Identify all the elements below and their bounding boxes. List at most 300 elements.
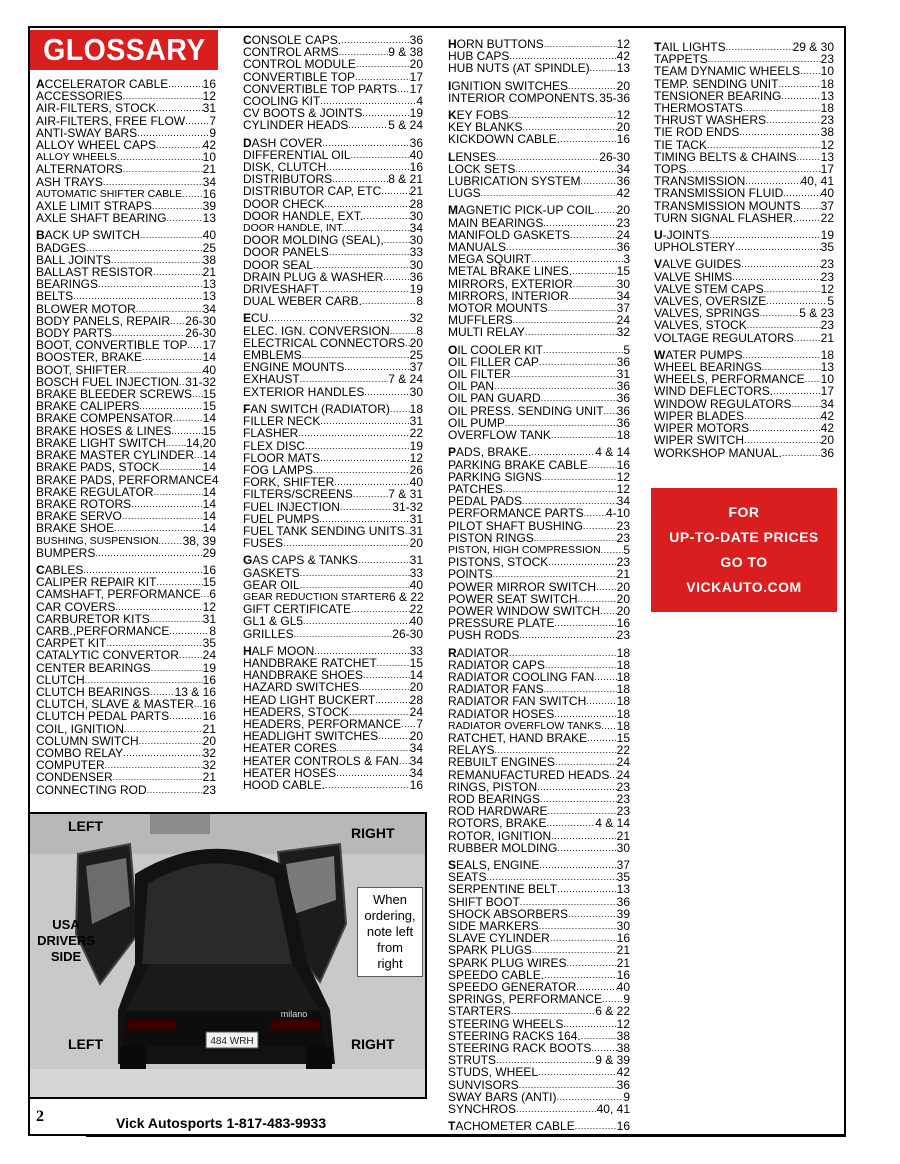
entry-label: SLAVE CYLINDER [448, 931, 550, 946]
entry-page: 22 [820, 210, 834, 225]
glossary-entry [243, 694, 423, 706]
entry-label: HAZARD SWITCHES [243, 680, 360, 695]
entry-label: DIFFERENTIAL OIL [243, 147, 351, 162]
glossary-entry [36, 472, 219, 487]
entry-page: 14 [202, 448, 216, 463]
entry-label: BODY PANELS, REPAIR [36, 313, 171, 328]
entry-page: 24 [616, 767, 630, 782]
entry-label: ELECTRICAL CONNECTORS [243, 335, 406, 350]
entry-page: 21 [202, 162, 216, 177]
entry-label: WIPER SWITCH [654, 433, 744, 448]
entry-page: 42 [820, 421, 834, 436]
entry-page: 40, 41 [596, 1102, 630, 1117]
dot-leader [554, 708, 616, 720]
entry-label: CONSOLE CAPS. [243, 33, 342, 47]
glossary-entry [448, 695, 630, 707]
entry-label: POWER MIRROR SWITCH [448, 579, 596, 594]
entry-page: 26-30 [599, 149, 630, 164]
entry-label: BRAKE LIGHT SWITCH [36, 435, 166, 450]
dot-leader [156, 102, 202, 114]
entry-label: TRANSMISSION MOUNTS [654, 198, 801, 213]
glossary-entry [243, 554, 423, 566]
entry-page: 20 [616, 579, 630, 594]
entry-page: 6 & 22 [595, 1004, 630, 1019]
dot-leader [375, 694, 409, 706]
entry-page: 36 [616, 391, 630, 406]
glossary-entry [448, 507, 630, 519]
glossary-entry [654, 126, 834, 138]
glossary-entry [36, 351, 216, 363]
entry-page: 34 [409, 753, 423, 768]
glossary-entry [448, 532, 630, 544]
glossary-entry [448, 204, 630, 216]
entry-label: DISTRIBUTOR CAP, ETC [243, 184, 382, 199]
entry-label: RINGS, PISTON [448, 779, 538, 794]
entry-page: 23 [616, 779, 630, 794]
entry-label: DISTRIBUTORS [243, 172, 333, 187]
entry-page: 34 [616, 161, 630, 176]
dot-leader [300, 373, 389, 385]
dot-leader [601, 720, 616, 732]
entry-page: 23 [820, 113, 834, 128]
dot-leader [355, 71, 410, 83]
glossary-entry [36, 662, 216, 674]
entry-label: HALF MOON [243, 643, 315, 658]
entry-page: 13 [202, 289, 216, 304]
dot-leader [169, 710, 202, 722]
dot-leader [509, 647, 617, 659]
entry-label: FLASHER [243, 426, 299, 441]
glossary-entry [448, 1018, 630, 1030]
glossary-entry [243, 198, 423, 210]
entry-page: 35 [202, 636, 216, 651]
glossary-entry [448, 842, 630, 854]
entry-page: 16 [616, 1119, 630, 1134]
entry-label: BRAKE REGULATOR [36, 484, 154, 499]
entry-label: WIPER BLADES [654, 408, 745, 423]
entry-page: 17 [820, 384, 834, 399]
glossary-entry [243, 312, 423, 324]
entry-page: 34 [202, 174, 216, 189]
entry-page: 24 [616, 755, 630, 770]
dot-leader [95, 547, 202, 559]
dot-leader [298, 427, 409, 439]
glossary-entry [36, 522, 216, 534]
dot-leader [566, 957, 616, 969]
entry-label: BRAKE CALIPERS [36, 399, 140, 414]
entry-page: 23 [820, 318, 834, 333]
entry-label: CAR COVERS [36, 599, 116, 614]
entry-label: WHEELS, PERFORMANCE [654, 372, 805, 387]
entry-page: 19 [202, 660, 216, 675]
dot-leader [378, 730, 410, 742]
entry-page: 40 [409, 147, 423, 162]
entry-label: OIL COOLER KIT [448, 342, 543, 357]
dot-leader [588, 459, 617, 471]
entry-label: TRANSMISSION [654, 174, 746, 189]
entry-page: 31 [202, 611, 216, 626]
glossary-entry [36, 601, 216, 613]
dot-leader [153, 266, 203, 278]
entry-page: 36 [616, 894, 630, 909]
entry-page: 23 [616, 530, 630, 545]
entry-page: 29 [202, 545, 216, 560]
entry-page: 30 [409, 233, 423, 248]
entry-label: AIR-FILTERS, STOCK [36, 101, 157, 116]
entry-page: 20 [616, 203, 630, 218]
entry-label: MULTI RELAY [448, 325, 525, 340]
dot-leader [735, 241, 821, 253]
entry-label: PATCHES [448, 481, 503, 496]
entry-label: CV BOOTS & JOINTS [243, 106, 363, 121]
page-number: 2 [36, 1108, 44, 1125]
glossary-entry [36, 290, 216, 302]
entry-label: ACCESSORIES [36, 89, 123, 104]
entry-page: 12 [616, 1016, 630, 1031]
entry-page: 34 [409, 741, 423, 756]
glossary-entry [654, 200, 834, 212]
dot-leader [550, 932, 617, 944]
entry-page: 35 [616, 870, 630, 885]
entry-page: 36 [409, 33, 423, 47]
entry-label: EXTERIOR HANDLES [243, 384, 365, 399]
entry-page: 13 [616, 882, 630, 897]
entry-label: TOPS [654, 162, 687, 177]
dot-leader [590, 62, 617, 74]
entry-label: CONNECTING ROD [36, 782, 147, 797]
entry-label: SWAY BARS (ANTI) [448, 1089, 557, 1104]
entry-label: ALLOY WHEEL CAPS [36, 138, 157, 153]
dot-leader [520, 896, 617, 908]
entry-label: EXHAUST [243, 372, 300, 387]
entry-page: 25 [409, 348, 423, 363]
dot-leader [305, 440, 410, 452]
dot-leader [583, 520, 617, 532]
entry-page: 20 [616, 591, 630, 606]
entry-label: U-JOINTS [654, 228, 710, 243]
dot-leader [358, 554, 410, 566]
dot-leader [300, 567, 410, 579]
glossary-entry [448, 1120, 630, 1132]
entry-page: 14 [202, 509, 216, 524]
label-left-top: LEFT [68, 818, 103, 834]
entry-label: HANDBRAKE RATCHET [243, 655, 377, 670]
entry-label: BEARINGS [36, 277, 99, 292]
entry-page: 20 [202, 733, 216, 748]
entry-page: 16 [409, 160, 423, 175]
dot-leader [782, 447, 821, 459]
entry-page: 15 [202, 387, 216, 402]
dot-leader [481, 187, 617, 199]
dot-leader [322, 137, 409, 149]
dot-leader [397, 83, 410, 95]
dot-leader [594, 671, 616, 683]
entry-page: 7 & 24 [388, 372, 423, 387]
entry-label: GL1 & GL5 [243, 614, 304, 629]
glossary-entry [243, 295, 423, 307]
entry-page: 12 [202, 89, 216, 104]
entry-label: STEERING RACKS 164. [448, 1028, 581, 1043]
dot-leader [569, 290, 617, 302]
entry-label: PISTON RINGS [448, 530, 534, 545]
entry-page: 16 [409, 777, 423, 792]
glossary-entry [36, 139, 216, 151]
entry-label: BOOSTER, BRAKE [36, 350, 143, 365]
entry-label: SPARK PLUG WIRES [448, 955, 567, 970]
dot-leader [707, 139, 821, 151]
dot-leader [609, 769, 616, 781]
entry-page: 21 [616, 567, 630, 582]
entry-label: WORKSHOP MANUAL. [654, 445, 782, 460]
glossary-entry [448, 446, 630, 458]
entry-label: ELEC. IGN. CONVERSION [243, 323, 390, 338]
glossary-entry [448, 629, 630, 641]
dot-leader [122, 510, 203, 522]
entry-label: CATALYTIC CONVERTOR [36, 648, 179, 663]
dot-leader [744, 434, 821, 446]
entry-label: LUBRICATION SYSTEM [448, 174, 581, 189]
entry-label: WHEEL BEARINGS [654, 360, 762, 375]
glossary-entry [36, 102, 216, 114]
entry-page: 21 [820, 330, 834, 345]
entry-page: 36 [616, 240, 630, 255]
entry-page: 30 [616, 840, 630, 855]
entry-label: CONTROL ARMS [243, 45, 339, 60]
model-badge: milano [280, 1009, 308, 1019]
entry-page: 18 [820, 347, 834, 362]
entry-page: 36 [616, 1077, 630, 1092]
entry-label: LENSES [448, 149, 497, 164]
dot-leader [563, 1018, 616, 1030]
entry-page: 18 [616, 694, 630, 709]
entry-page: 14,20 [185, 435, 216, 450]
glossary-entry [448, 392, 630, 404]
glossary-column-2 [243, 34, 423, 791]
entry-label: LUGS [448, 186, 481, 201]
entry-label: WATER PUMPS [654, 347, 743, 362]
glossary-entry [36, 163, 216, 175]
entry-label: DASH COVER [243, 135, 323, 150]
entry-label: CYLINDER HEADS [243, 118, 349, 133]
entry-page: 30 [616, 919, 630, 934]
entry-label: HEAD LIGHT BUCKERT [243, 692, 376, 707]
dot-leader [796, 212, 820, 224]
entry-page: 37 [616, 301, 630, 316]
entry-page: 36 [616, 174, 630, 189]
dot-leader [348, 119, 388, 131]
dot-leader [519, 629, 616, 641]
entry-page: 8 [416, 323, 423, 338]
dot-leader [516, 1103, 597, 1115]
dot-leader [493, 568, 617, 580]
entry-page: 15 [616, 264, 630, 279]
entry-page: 23 [616, 628, 630, 643]
promo-line: GO TO [720, 554, 768, 570]
entry-label: THRUST WASHERS [654, 113, 767, 128]
entry-page: 15 [616, 730, 630, 745]
entry-page: 32 [616, 325, 630, 340]
glossary-entry [448, 217, 630, 229]
glossary-column-1 [36, 77, 219, 797]
entry-page: 20 [409, 680, 423, 695]
glossary-entry [243, 71, 423, 83]
entry-page: 14 [202, 521, 216, 536]
dot-leader [600, 605, 617, 617]
entry-label: ANTI-SWAY BARS [36, 125, 138, 140]
entry-page: 16 [202, 562, 216, 577]
entry-page: 13 & 16 [174, 684, 216, 699]
entry-label: COMBO RELAY [36, 745, 124, 760]
entry-label: DRAIN PLUG & WASHER [243, 269, 384, 284]
entry-label: STARTERS [448, 1004, 511, 1019]
entry-label: BRAKE MASTER CYLINDER [36, 448, 195, 463]
entry-label: ALTERNATORS [36, 162, 123, 177]
entry-page: 36 [820, 445, 834, 460]
entry-label: ASH TRAYS [36, 174, 103, 189]
entry-label: TIE ROD ENDS [654, 125, 740, 140]
entry-label: FORK, SHIFTER [243, 475, 335, 490]
entry-label: RUBBER MOLDING [448, 840, 558, 855]
entry-label: RADIATOR COOLING FAN [448, 669, 595, 684]
entry-page: 16 [202, 697, 216, 712]
entry-label: SPEEDO GENERATOR [448, 980, 577, 995]
entry-page: 33 [409, 565, 423, 580]
entry-page: 31-32 [392, 499, 423, 514]
entry-page: 16 [616, 616, 630, 631]
dot-leader [168, 78, 202, 90]
entry-label: RADIATOR FAN SWITCH [448, 694, 587, 709]
entry-page: 5 [623, 342, 630, 357]
dot-leader [123, 747, 203, 759]
glossary-entry [243, 567, 423, 579]
entry-page: 40 [202, 228, 216, 243]
glossary-entry [243, 615, 423, 627]
dot-leader [573, 278, 617, 290]
entry-page: 13 [616, 61, 630, 76]
footer-divider [86, 1135, 846, 1137]
entry-label: SPARK PLUGS [448, 943, 532, 958]
dot-leader [363, 210, 410, 222]
dot-leader [548, 302, 617, 314]
entry-label: KEY FOBS [448, 108, 509, 123]
entry-page: 20 [616, 78, 630, 93]
entry-page: 13 [820, 149, 834, 164]
entry-page: 21 [616, 828, 630, 843]
glossary-entry [448, 830, 630, 842]
dot-leader [726, 41, 793, 53]
promo-line: FOR [728, 504, 760, 520]
entry-label: DUAL WEBER CARB. [243, 294, 362, 309]
entry-page: 42 [202, 138, 216, 153]
dot-leader [283, 537, 410, 549]
entry-label: PISTONS, STOCK [448, 555, 549, 570]
dot-leader [764, 283, 821, 295]
entry-label: BRAKE ROTORS [36, 496, 132, 511]
glossary-entry [448, 647, 630, 659]
entry-page: 4-10 [605, 506, 630, 521]
dot-leader [496, 151, 599, 163]
entry-page: 30 [409, 384, 423, 399]
entry-page: 35 [820, 240, 834, 255]
glossary-entry [654, 332, 834, 344]
dot-leader [139, 735, 203, 747]
entry-page: 18 [820, 76, 834, 91]
entry-page: 34 [202, 301, 216, 316]
entry-label: DISK, CLUTCH [243, 160, 327, 175]
dot-leader [383, 271, 409, 283]
license-plate-text: 484 WRH [210, 1036, 254, 1047]
dot-leader [170, 315, 185, 327]
dot-leader [749, 422, 821, 434]
entry-label: WIND DEFLECTORS. [654, 384, 774, 399]
entry-page: 18 [616, 669, 630, 684]
glossary-entry [448, 429, 630, 441]
entry-page: 5 & 23 [799, 306, 834, 321]
glossary-entry [448, 957, 630, 969]
dot-leader [103, 176, 203, 188]
dot-leader [539, 356, 617, 368]
entry-label: VALVES, OVERSIZE [654, 294, 767, 309]
dot-leader [337, 742, 410, 754]
dot-leader [179, 649, 203, 661]
dot-leader [575, 1120, 617, 1132]
glossary-entry [36, 710, 216, 722]
dot-leader [800, 65, 821, 77]
entry-label: BELTS [36, 289, 74, 304]
entry-page: 9 [623, 1089, 630, 1104]
entry-label: RADIATOR FANS [448, 682, 544, 697]
entry-label: PISTON, HIGH COMPRESSION [448, 543, 601, 556]
glossary-entry [448, 568, 630, 580]
dot-leader [86, 242, 203, 254]
glossary-entry [243, 185, 423, 197]
glossary-entry [243, 440, 423, 452]
entry-label: SPRINGS, PERFORMANCE [448, 992, 603, 1007]
entry-page: 10 [820, 64, 834, 79]
dot-leader [351, 603, 410, 615]
entry-label: ROD BEARINGS [448, 791, 541, 806]
entry-page: 36 [616, 354, 630, 369]
entry-label: BUMPERS [36, 545, 96, 560]
entry-label: DOOR SEAL [243, 257, 314, 272]
entry-label: HANDBRAKE SHOES [243, 668, 364, 683]
entry-label: AXLE LIMIT STRAPS [36, 199, 152, 214]
dot-leader [156, 139, 203, 151]
entry-page: 7 [209, 113, 216, 128]
dot-leader [115, 601, 202, 613]
entry-label: GASKETS [243, 565, 300, 580]
dot-leader [123, 163, 203, 175]
dot-leader [508, 109, 616, 121]
entry-page: 16 [202, 709, 216, 724]
drivers-side-label: USA DRIVERS SIDE [37, 917, 95, 964]
entry-page: 19 [409, 282, 423, 297]
dot-leader [537, 781, 617, 793]
glossary-entry [36, 461, 216, 473]
entry-label: ROD HARDWARE [448, 804, 548, 819]
entry-label: MEGA SQUIRT [448, 252, 532, 267]
entry-page: 36 [616, 403, 630, 418]
entry-label: MAGNETIC PICK-UP COIL [448, 203, 595, 218]
entry-page: 39 [616, 906, 630, 921]
entry-page: 15 [202, 399, 216, 414]
dot-leader [568, 908, 617, 920]
entry-page: 24 [202, 648, 216, 663]
entry-page: 16 [616, 132, 630, 147]
entry-label: VALVE GUIDES [654, 257, 742, 272]
dot-leader [131, 498, 203, 510]
entry-page: 12 [616, 469, 630, 484]
